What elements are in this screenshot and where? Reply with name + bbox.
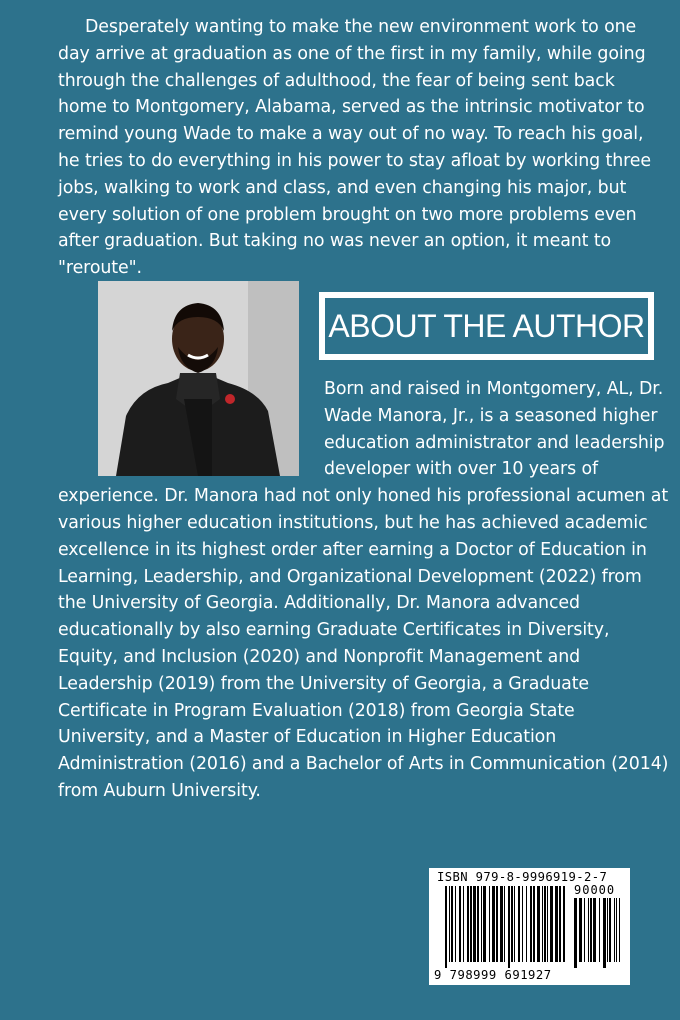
barcode-addon-number: 90000 — [574, 883, 616, 897]
barcode-number: 9 798999 691927 — [434, 968, 552, 982]
isbn-label: ISBN 979-8-9996919-2-7 — [437, 870, 608, 884]
author-bio-block — [58, 376, 670, 805]
isbn-barcode — [429, 868, 630, 985]
author-bio: Born and raised in Montgomery, AL, Dr. Wade Manora, Jr., is a seasoned higher education administrator and leadership developer with over 10 years of experience. Dr. Manora had not only honed his professional acumen at various higher education institutions, but he has achieved academic excellence in its highest order after earning a Doctor of Education in Learning, Leadership, and Organizational Development (2022) from the University of Georgia. Additionally, Dr. Manora advanced educationally by also earning Graduate Certificates in Diversity, Equity, and Inclusion (2020) and Nonprofit Management and Leadership (2019) from the University of Georgia, a Graduate Certificate in Program Evaluation (2018) from Georgia State University, and a Master of Education in Higher Education Administration (2016) and a Bachelor of Arts in Communication (2014) from Auburn University. — [58, 379, 669, 801]
back-cover-blurb: Desperately wanting to make the new environment work to one day arrive at graduation as one of the first in my family, while going through the challenges of adulthood, the fear of being sent back home to Montgomery, Alabama, served as the intrinsic motivator to remind young Wade to make a way out of no way. To reach his goal, he tries to do everything in his power to stay afloat by working three jobs, walking to work and class, and even changing his major, but every solution of one problem brought on two more problems even after graduation. But taking no was never an option, it meant to "reroute". — [58, 17, 651, 279]
bio-text-wrap-spacer — [58, 376, 324, 483]
barcode-addon-bars — [574, 898, 622, 968]
about-the-author-heading-box — [319, 292, 654, 360]
about-the-author-heading: ABOUT THE AUTHOR — [328, 307, 645, 344]
barcode-bars — [445, 886, 569, 968]
